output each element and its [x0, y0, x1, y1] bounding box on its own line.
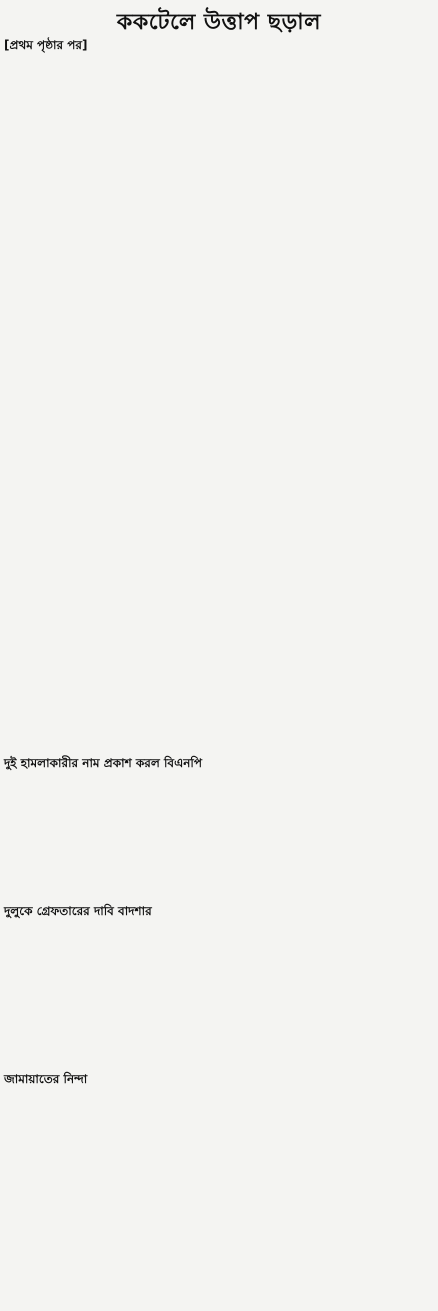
section-text [4, 1087, 434, 1191]
article-paragraph [4, 53, 434, 183]
article-paragraph [4, 301, 434, 419]
previous-article-tail [4, 0, 434, 8]
article-paragraph [4, 419, 434, 485]
article-body [4, 38, 434, 753]
section-arrest-demand [4, 904, 434, 1069]
section-title: দুই হামলাকারীর নাম প্রকাশ করল বিএনপি [4, 756, 202, 770]
section-bnp-names-attackers [4, 756, 434, 901]
section-title: দুলুকে গ্রেফতারের দাবি বাদশার [4, 904, 152, 918]
section-text [4, 771, 434, 901]
article-paragraph [4, 693, 434, 753]
section-jamaat-condemnation [4, 1072, 434, 1191]
section-title: জামায়াতের নিন্দা [4, 1072, 88, 1086]
article-paragraph [4, 589, 434, 693]
section-text [4, 919, 434, 1069]
article-headline: ককটেলে উত্তাপ ছড়াল [116, 10, 322, 35]
article-paragraph [4, 183, 434, 261]
continuation-label: [প্রথম পৃষ্ঠার পর] [4, 38, 88, 52]
article-paragraph [4, 485, 434, 589]
article-paragraph [4, 261, 434, 301]
